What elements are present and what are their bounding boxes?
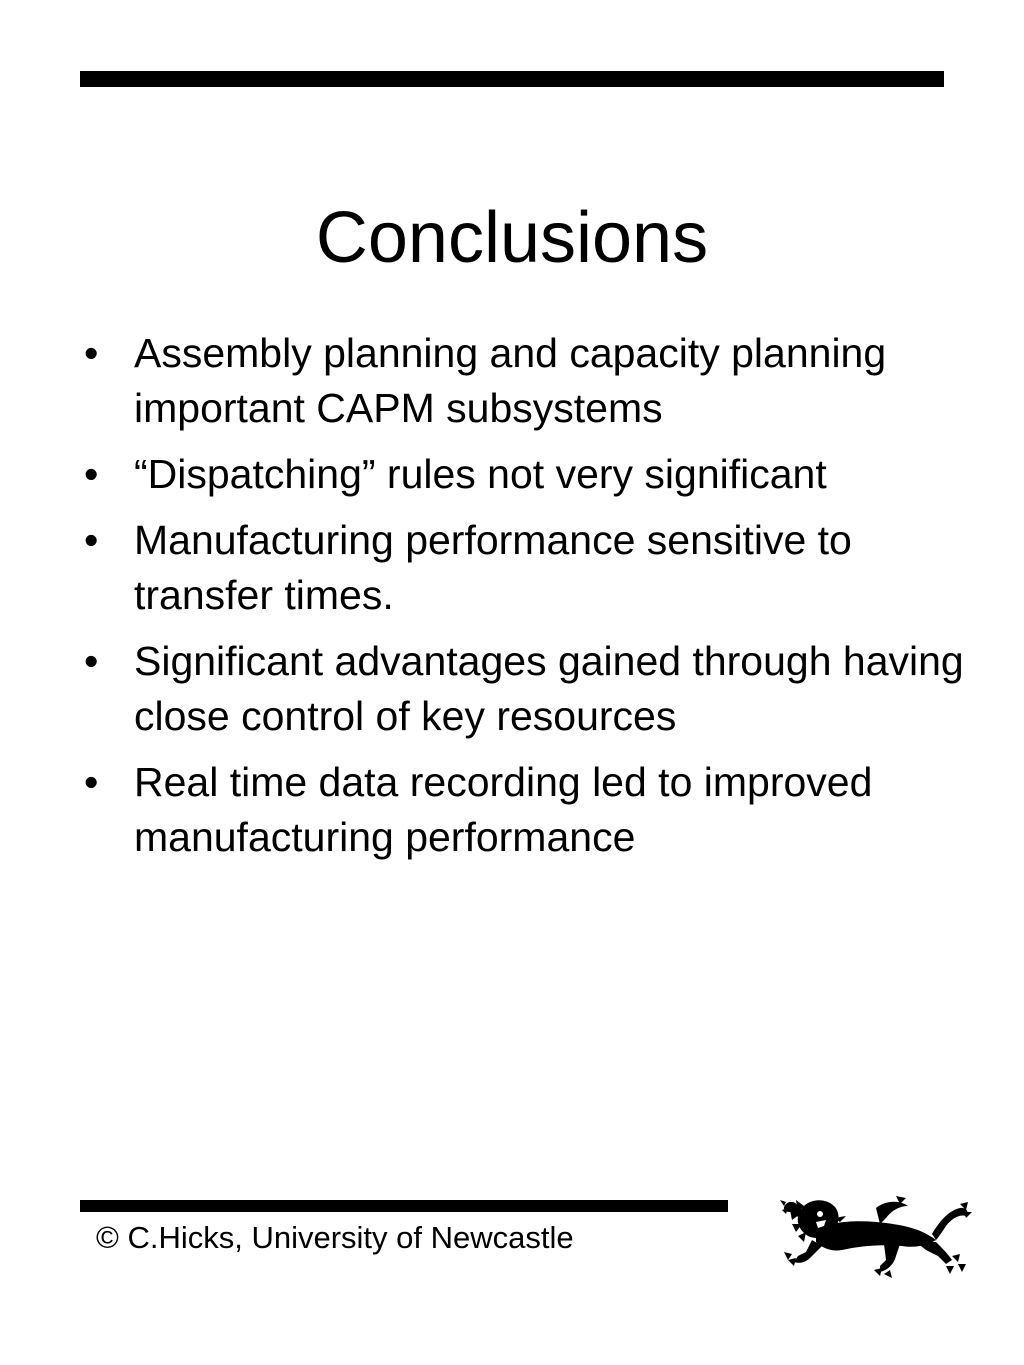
copyright-footer: © C.Hicks, University of Newcastle bbox=[96, 1220, 574, 1255]
bullet-text: Manufacturing performance sensitive to transfer times. bbox=[134, 517, 852, 618]
bullet-icon: • bbox=[84, 517, 99, 563]
slide-title: Conclusions bbox=[315, 198, 709, 278]
list-item bbox=[84, 634, 964, 744]
list-item bbox=[84, 447, 964, 502]
bullet-icon: • bbox=[84, 451, 99, 497]
top-divider bbox=[80, 71, 944, 87]
bullet-icon: • bbox=[84, 759, 99, 805]
list-item bbox=[84, 326, 964, 436]
bullet-text: Real time data recording led to improved manufacturing performance bbox=[134, 759, 873, 860]
bullet-icon: • bbox=[84, 330, 99, 376]
list-item bbox=[84, 513, 964, 623]
bullet-icon: • bbox=[84, 638, 99, 684]
list-item bbox=[84, 755, 964, 865]
bullet-text: Significant advantages gained through having close control of key resources bbox=[134, 638, 964, 739]
bottom-divider bbox=[80, 1200, 728, 1212]
bullet-text: “Dispatching” rules not very significant bbox=[134, 451, 827, 497]
heraldic-lion-icon bbox=[776, 1190, 972, 1278]
bullet-list bbox=[84, 326, 964, 876]
bullet-text: Assembly planning and capacity planning important CAPM subsystems bbox=[134, 330, 887, 431]
